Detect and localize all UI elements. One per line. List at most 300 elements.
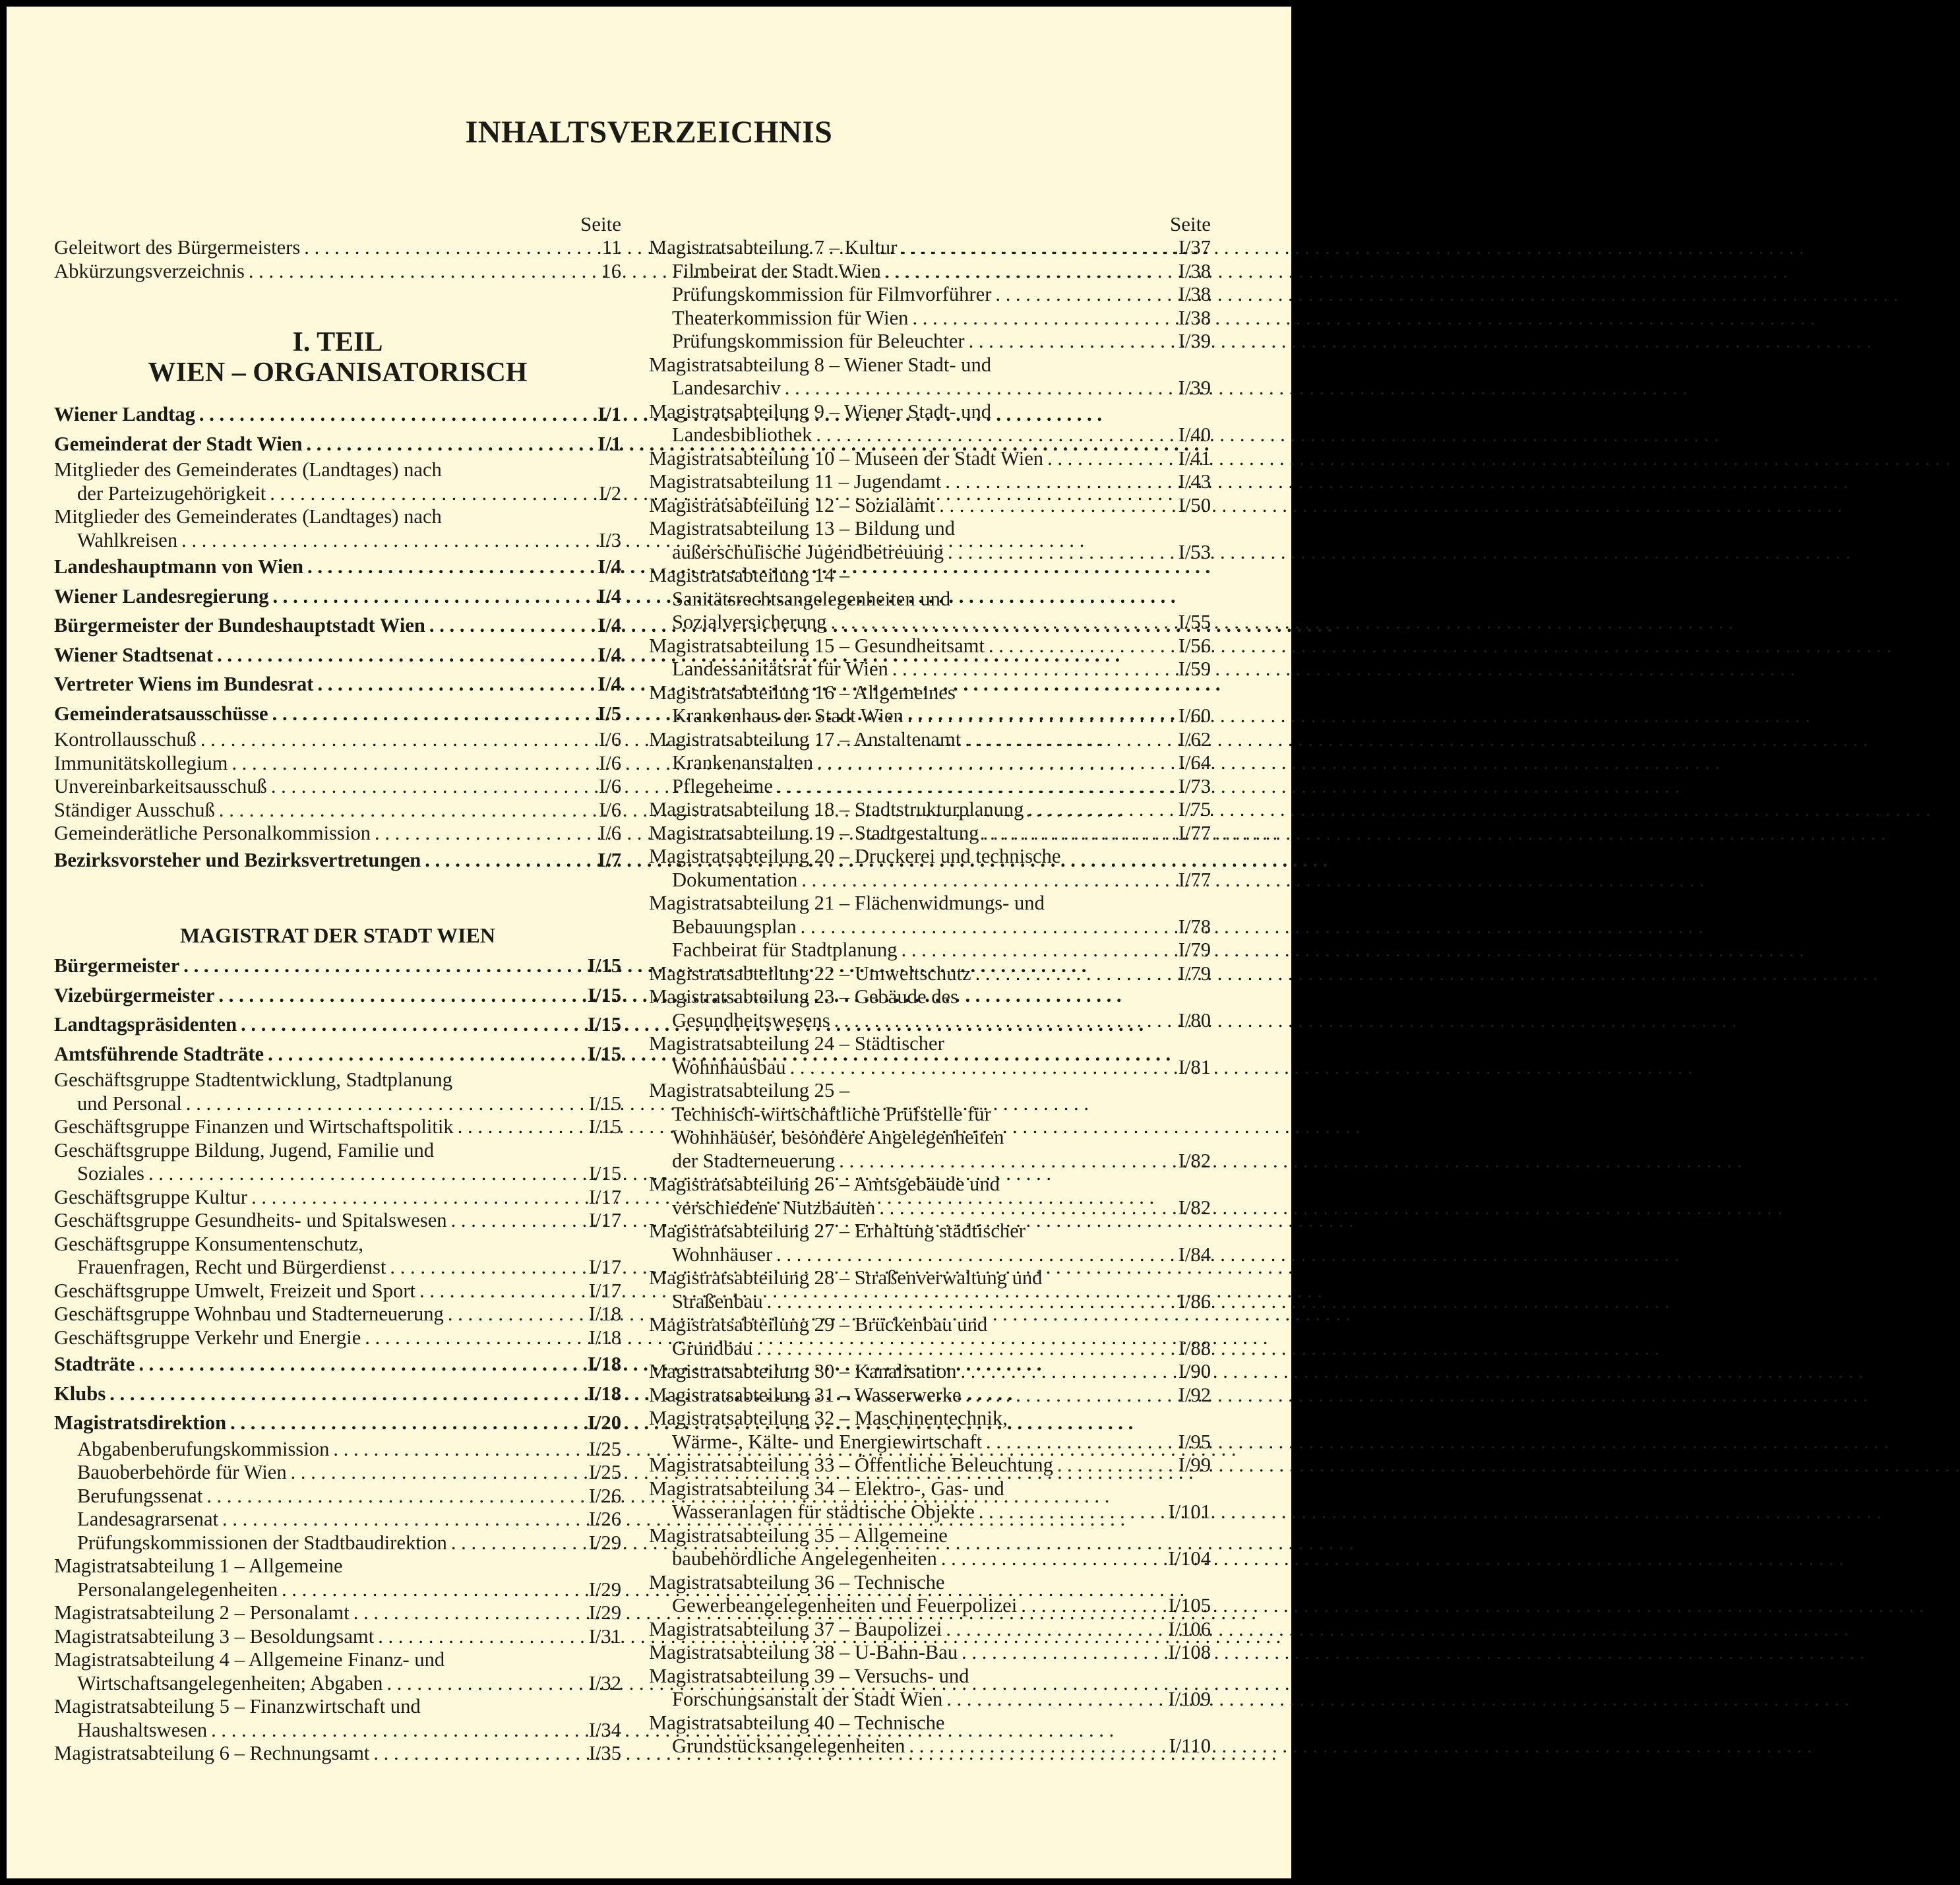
toc-entry-title: Magistratsabteilung 22 – Umweltschutz bbox=[649, 962, 971, 985]
toc-entry-page: I/41 bbox=[1178, 447, 1211, 470]
toc-entry-title: Magistratsabteilung 17 – Anstaltenamt bbox=[649, 727, 962, 751]
toc-entry-title: Gemeinderat der Stadt Wien bbox=[54, 432, 303, 455]
dot-leader bbox=[195, 400, 570, 429]
toc-entry-page: I/18 bbox=[588, 1326, 621, 1349]
toc-entry-page: I/15 bbox=[588, 1162, 621, 1185]
toc-entry-page: 11 bbox=[601, 236, 621, 259]
toc-entry bbox=[649, 400, 1211, 447]
toc-entry-title: außerschulische Jugendbetreuung bbox=[672, 540, 944, 563]
toc-entry-row bbox=[649, 1618, 1211, 1642]
dot-leader bbox=[269, 582, 570, 611]
toc-entry-page: I/17 bbox=[588, 1256, 621, 1278]
toc-entry-title: Berufungssenat bbox=[77, 1484, 203, 1507]
toc-entry-row bbox=[54, 1092, 621, 1116]
toc-entry-line: Magistratsabteilung 29 – Brückenbau und bbox=[649, 1313, 988, 1336]
toc-entry-row bbox=[54, 1461, 621, 1485]
toc-entry-title: verschiedene Nutzbauten bbox=[672, 1196, 876, 1219]
toc-entry-line: Magistratsabteilung 5 – Finanzwirtschaft und bbox=[54, 1695, 421, 1717]
toc-entry-row bbox=[649, 1594, 1211, 1618]
toc-entry-title: Krankenanstalten bbox=[672, 751, 814, 774]
toc-entry-page: I/15 bbox=[588, 1013, 621, 1035]
toc-entry bbox=[54, 1531, 621, 1555]
toc-entry-page: I/17 bbox=[588, 1279, 621, 1302]
toc-entry-page: I/29 bbox=[588, 1578, 621, 1601]
toc-entry-line: Magistratsabteilung 1 – Allgemeine bbox=[54, 1555, 343, 1577]
toc-entry-page: I/20 bbox=[588, 1411, 621, 1434]
toc-entry-page: I/56 bbox=[1178, 634, 1211, 657]
toc-entry-row bbox=[649, 494, 1211, 518]
toc-entry bbox=[649, 1454, 1211, 1477]
toc-entry-row bbox=[649, 1196, 1211, 1220]
dot-leader bbox=[942, 1688, 1159, 1712]
toc-entry bbox=[649, 1712, 1211, 1758]
dot-leader bbox=[383, 1672, 570, 1696]
toc-entry-row bbox=[54, 775, 621, 799]
toc-entry bbox=[54, 775, 621, 799]
toc-entry-page: I/82 bbox=[1178, 1196, 1211, 1219]
toc-entry-row bbox=[54, 669, 621, 699]
dot-leader bbox=[421, 846, 570, 875]
dot-leader bbox=[303, 552, 570, 582]
toc-entry-line: Technisch-wirtschaftliche Prüfstelle für bbox=[672, 1102, 991, 1125]
toc-entry-line: Magistratsabteilung 35 – Allgemeine bbox=[649, 1524, 948, 1547]
toc-entry bbox=[54, 505, 621, 552]
dot-leader bbox=[982, 1431, 1159, 1454]
toc-entry-page: I/78 bbox=[1178, 915, 1211, 938]
toc-entry bbox=[54, 1233, 621, 1280]
toc-entry-title: Magistratsabteilung 10 – Museen der Stadt Wien bbox=[649, 447, 1044, 470]
toc-entry-page: I/82 bbox=[1178, 1149, 1211, 1172]
toc-entry-title: Soziales bbox=[77, 1162, 144, 1185]
dot-leader bbox=[182, 1092, 570, 1116]
toc-entry-title: Magistratsabteilung 30 – Kanalisation bbox=[649, 1360, 957, 1382]
dot-leader bbox=[247, 1186, 570, 1210]
toc-entry-title: der Parteizugehörigkeit bbox=[77, 481, 266, 505]
toc-entry-line: Magistratsabteilung 8 – Wiener Stadt- und bbox=[649, 353, 992, 376]
toc-entry-line: Wohnhäuser, besondere Angelegenheiten bbox=[672, 1126, 1004, 1148]
dot-leader bbox=[903, 704, 1159, 728]
dot-leader bbox=[942, 1618, 1159, 1642]
toc-entry bbox=[649, 681, 1211, 728]
toc-entry-title: Grundbau bbox=[672, 1336, 753, 1359]
toc-entry-row bbox=[649, 1735, 1211, 1758]
toc-entry-title: Wiener Stadtsenat bbox=[54, 643, 214, 666]
toc-entry-row bbox=[54, 799, 621, 822]
toc-entry bbox=[54, 236, 621, 260]
toc-entry-page: I/38 bbox=[1178, 259, 1211, 282]
toc-entry bbox=[54, 799, 621, 822]
toc-entry-title: Geleitwort des Bürgermeisters bbox=[54, 236, 301, 259]
dot-leader bbox=[177, 529, 570, 553]
toc-entry-row bbox=[649, 751, 1211, 775]
dot-leader bbox=[763, 1290, 1159, 1314]
toc-entry bbox=[649, 962, 1211, 986]
toc-entry bbox=[649, 751, 1211, 775]
toc-entry-page: I/105 bbox=[1168, 1594, 1211, 1617]
toc-entry-row bbox=[649, 962, 1211, 986]
dot-leader bbox=[956, 1360, 1159, 1384]
dot-leader bbox=[425, 611, 570, 640]
toc-entry-line: Magistratsabteilung 24 – Städtischer bbox=[649, 1032, 944, 1055]
dot-leader bbox=[797, 869, 1159, 892]
toc-entry-row bbox=[649, 377, 1211, 400]
toc-entry-page: I/62 bbox=[1178, 727, 1211, 751]
dot-leader bbox=[826, 611, 1159, 634]
dot-leader bbox=[881, 260, 1159, 284]
toc-entry-page: I/77 bbox=[1178, 821, 1211, 844]
toc-entry-page: I/32 bbox=[588, 1671, 621, 1694]
seite-label: Seite bbox=[1170, 212, 1211, 235]
toc-entry-page: I/55 bbox=[1178, 611, 1211, 633]
toc-entry bbox=[649, 845, 1211, 892]
dot-leader bbox=[813, 751, 1159, 775]
dot-leader bbox=[835, 1150, 1159, 1173]
toc-entry bbox=[54, 1115, 621, 1139]
dot-leader bbox=[961, 728, 1159, 752]
dot-leader bbox=[971, 962, 1159, 986]
toc-entry-title: Magistratsabteilung 2 – Personalamt bbox=[54, 1601, 350, 1624]
toc-entry-row bbox=[54, 1742, 621, 1766]
toc-entry-row bbox=[649, 423, 1211, 447]
toc-entry-title: Bauoberbehörde für Wien bbox=[77, 1461, 287, 1483]
toc-entry-title: Geschäftsgruppe Finanzen und Wirtschaftspolitik bbox=[54, 1115, 454, 1138]
toc-entry-line: Magistratsabteilung 36 – Technische bbox=[649, 1570, 945, 1593]
toc-entry-line: Magistratsabteilung 13 – Bildung und bbox=[649, 517, 955, 540]
dot-leader bbox=[975, 1500, 1159, 1524]
toc-entry-title: Bebauungsplan bbox=[672, 915, 797, 938]
dot-leader bbox=[985, 634, 1159, 658]
dot-leader bbox=[447, 1531, 570, 1555]
toc-entry-line: Magistratsabteilung 34 – Elektro-, Gas- und bbox=[649, 1477, 1004, 1500]
toc-entry-row bbox=[54, 236, 621, 260]
dot-leader bbox=[228, 752, 570, 776]
toc-entry-title: Prüfungskommission für Beleuchter bbox=[672, 330, 965, 352]
toc-entry-title: Wasseranlagen für städtische Objekte bbox=[672, 1500, 975, 1523]
toc-entry bbox=[54, 1625, 621, 1649]
toc-entry bbox=[54, 1461, 621, 1485]
toc-entry-page: I/75 bbox=[1178, 798, 1211, 820]
toc-entry-title: Amtsführende Stadträte bbox=[54, 1042, 264, 1065]
toc-entry-row bbox=[649, 283, 1211, 307]
toc-entry-row bbox=[54, 1601, 621, 1625]
toc-entry-row bbox=[54, 640, 621, 670]
toc-entry-line: Magistratsabteilung 27 – Erhaltung städtischer bbox=[649, 1220, 1026, 1242]
toc-entry-row bbox=[649, 307, 1211, 330]
toc-entry bbox=[54, 1379, 621, 1409]
toc-entry bbox=[649, 330, 1211, 354]
toc-entry bbox=[54, 1039, 621, 1069]
toc-entry-title: Abkürzungsverzeichnis bbox=[54, 259, 245, 282]
dot-leader bbox=[897, 236, 1159, 260]
toc-entry bbox=[649, 822, 1211, 846]
toc-entry-page: I/60 bbox=[1178, 704, 1211, 727]
toc-entry-title: Vizebürgermeister bbox=[54, 983, 215, 1006]
toc-entry-page: I/80 bbox=[1178, 1008, 1211, 1032]
dot-leader bbox=[772, 1243, 1159, 1267]
toc-entry bbox=[649, 1220, 1211, 1266]
toc-entry-row bbox=[649, 1384, 1211, 1407]
toc-entry-title: Landesagrarsenat bbox=[77, 1508, 219, 1530]
toc-entry-row bbox=[54, 260, 621, 284]
toc-entry bbox=[54, 1438, 621, 1462]
toc-entry-title: Magistratsabteilung 33 – Öffentliche Beleuchtung bbox=[649, 1454, 1053, 1476]
toc-entry bbox=[54, 1209, 621, 1233]
toc-entry bbox=[649, 1641, 1211, 1665]
toc-entry-title: Prüfungskommission für Filmvorführer bbox=[672, 283, 992, 305]
dot-leader bbox=[965, 330, 1159, 354]
dot-leader bbox=[935, 494, 1159, 518]
toc-entry-title: Magistratsabteilung 37 – Baupolizei bbox=[649, 1617, 942, 1640]
toc-entry-row bbox=[54, 752, 621, 776]
toc-entry-page: I/3 bbox=[599, 528, 621, 551]
toc-entry-row bbox=[54, 1508, 621, 1531]
toc-entry-title: Bürgermeister bbox=[54, 954, 180, 977]
dot-leader bbox=[454, 1115, 570, 1139]
toc-entry-page: I/6 bbox=[599, 751, 621, 774]
toc-entry bbox=[54, 1010, 621, 1039]
toc-entry-title: Wahlkreisen bbox=[77, 528, 178, 551]
toc-entry bbox=[649, 1360, 1211, 1384]
toc-entry-row bbox=[54, 728, 621, 752]
toc-entry-row bbox=[54, 582, 621, 611]
toc-entry-page: I/1 bbox=[597, 403, 621, 425]
toc-entry bbox=[54, 1742, 621, 1766]
toc-entry-row bbox=[649, 869, 1211, 892]
toc-entry-row bbox=[649, 798, 1211, 822]
toc-entry-page: I/108 bbox=[1168, 1641, 1211, 1663]
toc-entry-page: I/18 bbox=[588, 1303, 621, 1325]
dot-leader bbox=[300, 236, 570, 260]
toc-entry-page: I/25 bbox=[588, 1461, 621, 1483]
toc-entry bbox=[54, 981, 621, 1010]
toc-entry-page: I/15 bbox=[588, 1042, 621, 1065]
dot-leader bbox=[207, 1719, 570, 1743]
toc-entry-page: I/39 bbox=[1178, 377, 1211, 399]
toc-entry-page: I/5 bbox=[597, 702, 621, 725]
dot-leader bbox=[962, 1384, 1159, 1407]
dot-leader bbox=[898, 939, 1159, 962]
toc-entry-page: I/17 bbox=[588, 1209, 621, 1231]
toc-entry-row bbox=[54, 529, 621, 553]
toc-entry-page: I/86 bbox=[1178, 1289, 1211, 1313]
toc-entry-page: I/88 bbox=[1178, 1336, 1211, 1359]
toc-entry-line: Geschäftsgruppe Bildung, Jugend, Familie und bbox=[54, 1138, 435, 1161]
toc-entry-page: I/39 bbox=[1178, 330, 1211, 352]
toc-entry-title: Kontrollausschuß bbox=[54, 728, 197, 751]
toc-entry-page: I/15 bbox=[588, 954, 621, 977]
toc-entry-page: I/73 bbox=[1178, 774, 1211, 797]
toc-entry-row bbox=[649, 447, 1211, 471]
toc-entry-title: Gewerbeangelegenheiten und Feuerpolizei bbox=[672, 1594, 1018, 1617]
toc-entry-page: I/18 bbox=[588, 1353, 621, 1375]
dot-leader bbox=[812, 423, 1159, 447]
toc-entry-page: I/79 bbox=[1178, 962, 1211, 985]
toc-entry-page: I/4 bbox=[597, 584, 621, 607]
dot-leader bbox=[218, 1508, 570, 1531]
toc-entry bbox=[54, 1695, 621, 1742]
toc-entry bbox=[649, 892, 1211, 939]
toc-entry bbox=[649, 1384, 1211, 1407]
toc-entry-title: Prüfungskommissionen der Stadtbaudirektion bbox=[77, 1531, 447, 1554]
toc-entry bbox=[54, 669, 621, 699]
dot-leader bbox=[958, 1641, 1159, 1665]
dot-leader bbox=[1043, 447, 1159, 471]
toc-entry-title: Magistratsabteilung 11 – Jugendamt bbox=[649, 470, 942, 493]
toc-entry-line: Magistratsabteilung 9 – Wiener Stadt- und bbox=[649, 400, 992, 423]
dot-leader bbox=[313, 669, 570, 699]
toc-entry-line: Magistratsabteilung 20 – Druckerei und technische bbox=[649, 845, 1061, 867]
toc-entry-row bbox=[649, 1431, 1211, 1454]
toc-entry bbox=[649, 939, 1211, 962]
toc-entry-page: I/34 bbox=[588, 1718, 621, 1741]
toc-entry-title: Vertreter Wiens im Bundesrat bbox=[54, 673, 314, 695]
toc-entry-page: I/64 bbox=[1178, 751, 1211, 774]
dot-leader bbox=[268, 699, 570, 729]
toc-entry bbox=[649, 1079, 1211, 1173]
toc-entry-row bbox=[649, 704, 1211, 728]
toc-entry-title: Theaterkommission für Wien bbox=[672, 306, 909, 329]
dot-leader bbox=[1017, 1594, 1159, 1618]
toc-entry-row bbox=[649, 1641, 1211, 1665]
toc-entry bbox=[54, 1349, 621, 1379]
toc-entry-row bbox=[54, 1010, 621, 1039]
toc-entry-page: I/109 bbox=[1168, 1688, 1211, 1710]
toc-entry bbox=[54, 822, 621, 846]
toc-entry bbox=[649, 775, 1211, 799]
dot-leader bbox=[786, 1056, 1159, 1080]
toc-entry-row bbox=[649, 330, 1211, 354]
toc-entry-page: I/1 bbox=[597, 432, 621, 455]
toc-entry-page: I/4 bbox=[597, 555, 621, 578]
toc-entry-line: Mitglieder des Gemeinderates (Landtages) nach bbox=[54, 505, 442, 528]
toc-entry bbox=[649, 1266, 1211, 1313]
toc-entry-title: Landtagspräsidenten bbox=[54, 1013, 237, 1035]
toc-entry-title: Straßenbau bbox=[672, 1289, 763, 1313]
toc-entry bbox=[649, 1665, 1211, 1712]
toc-entry-page: I/7 bbox=[597, 848, 621, 871]
toc-entry-page: I/25 bbox=[588, 1437, 621, 1460]
toc-entry-row bbox=[649, 775, 1211, 799]
toc-entry bbox=[54, 1508, 621, 1531]
dot-leader bbox=[444, 1303, 570, 1326]
toc-entry-title: Landessanitätsrat für Wien bbox=[672, 658, 888, 680]
toc-left-column bbox=[54, 212, 621, 1766]
toc-entry-row bbox=[649, 634, 1211, 658]
toc-entry-title: Magistratsabteilung 3 – Besoldungsamt bbox=[54, 1624, 375, 1648]
dot-leader bbox=[888, 658, 1159, 681]
toc-entry-row bbox=[54, 1719, 621, 1743]
toc-entry bbox=[54, 552, 621, 582]
toc-entry-title: Grundstücksangelegenheiten bbox=[672, 1735, 905, 1757]
dot-leader bbox=[144, 1162, 570, 1186]
toc-entry bbox=[649, 634, 1211, 658]
toc-entry-title: Filmbeirat der Stadt Wien bbox=[672, 259, 881, 282]
toc-entry-line: Magistratsabteilung 16 – Allgemeines bbox=[649, 681, 956, 704]
toc-entry-row bbox=[54, 1578, 621, 1602]
toc-entry-row bbox=[54, 1438, 621, 1462]
toc-entry bbox=[649, 1477, 1211, 1524]
toc-entry-row bbox=[54, 1303, 621, 1326]
toc-entry-row bbox=[649, 658, 1211, 681]
toc-entry-row bbox=[54, 1209, 621, 1233]
toc-entry-row bbox=[54, 1485, 621, 1508]
toc-entries-right bbox=[649, 236, 1211, 1758]
dot-leader bbox=[106, 1379, 570, 1409]
toc-entry bbox=[54, 1601, 621, 1625]
dot-leader bbox=[179, 951, 570, 981]
toc-entry-row bbox=[54, 1115, 621, 1139]
toc-entry bbox=[54, 1303, 621, 1326]
toc-entry-page: I/26 bbox=[588, 1508, 621, 1530]
dot-leader bbox=[447, 1209, 570, 1233]
toc-entry-page: I/53 bbox=[1178, 540, 1211, 563]
toc-entry-page: I/17 bbox=[588, 1185, 621, 1208]
dot-leader bbox=[797, 915, 1159, 939]
toc-entry-page: I/29 bbox=[588, 1601, 621, 1624]
toc-entry-page: I/15 bbox=[588, 1115, 621, 1138]
toc-entry-row bbox=[54, 552, 621, 582]
toc-entry bbox=[54, 260, 621, 284]
toc-entry bbox=[54, 951, 621, 981]
dot-leader bbox=[350, 1601, 570, 1625]
toc-entry bbox=[54, 1648, 621, 1695]
dot-leader bbox=[937, 1547, 1159, 1571]
toc-entry-page: I/29 bbox=[588, 1531, 621, 1554]
toc-entry-page: I/2 bbox=[599, 481, 621, 505]
dot-leader bbox=[369, 1742, 570, 1766]
toc-entry-line: Sanitätsrechtsangelegenheiten und bbox=[672, 587, 951, 610]
toc-entry-row bbox=[649, 1360, 1211, 1384]
section-heading: I. TEIL bbox=[292, 327, 383, 357]
toc-entry-line: Magistratsabteilung 40 – Technische bbox=[649, 1711, 945, 1734]
toc-entry-title: der Stadterneuerung bbox=[672, 1149, 836, 1172]
toc-entry-title: Magistratsabteilung 15 – Gesundheitsamt bbox=[649, 634, 985, 657]
toc-entry-title: Magistratsdirektion bbox=[54, 1411, 227, 1434]
toc-entry bbox=[649, 1524, 1211, 1571]
toc-entry-page: I/38 bbox=[1178, 306, 1211, 329]
toc-entry-row bbox=[54, 1531, 621, 1555]
toc-entry-row bbox=[649, 1056, 1211, 1080]
dot-leader bbox=[329, 1438, 570, 1462]
toc-entry-line: Geschäftsgruppe Stadtentwicklung, Stadtplanung bbox=[54, 1068, 453, 1091]
dot-leader bbox=[213, 640, 570, 670]
toc-entry-title: Magistratsabteilung 31 – Wasserwerke bbox=[649, 1383, 962, 1406]
toc-entry-row bbox=[54, 1349, 621, 1379]
toc-entry-page: I/77 bbox=[1178, 868, 1211, 891]
toc-entry-title: Fachbeirat für Stadtplanung bbox=[672, 939, 898, 961]
toc-entry-row bbox=[649, 1688, 1211, 1712]
toc-entry-row bbox=[649, 260, 1211, 284]
toc-entry-title: Haushaltswesen bbox=[77, 1718, 208, 1741]
toc-entry-title: Magistratsabteilung 12 – Sozialamt bbox=[649, 493, 936, 516]
toc-entry bbox=[649, 658, 1211, 681]
toc-entry-title: Unvereinbarkeitsausschuß bbox=[54, 775, 267, 797]
toc-entry-page: I/6 bbox=[599, 728, 621, 751]
toc-entry-title: Gesundheitswesens bbox=[672, 1008, 830, 1032]
document-page bbox=[7, 7, 1291, 1878]
toc-entry-page: I/106 bbox=[1168, 1617, 1211, 1640]
toc-entry-title: Wärme-, Kälte- und Energiewirtschaft bbox=[672, 1430, 983, 1453]
toc-entry bbox=[649, 1173, 1211, 1220]
toc-entry-page: I/110 bbox=[1169, 1735, 1211, 1757]
toc-entry-row bbox=[54, 482, 621, 506]
toc-entry-row bbox=[54, 1625, 621, 1649]
toc-entry-page: I/50 bbox=[1178, 493, 1211, 516]
toc-entry-row bbox=[649, 1290, 1211, 1314]
toc-entry-row bbox=[649, 1337, 1211, 1361]
toc-entry-row bbox=[54, 1186, 621, 1210]
toc-entry-line: Magistratsabteilung 26 – Amtsgebäude und bbox=[649, 1173, 1000, 1195]
